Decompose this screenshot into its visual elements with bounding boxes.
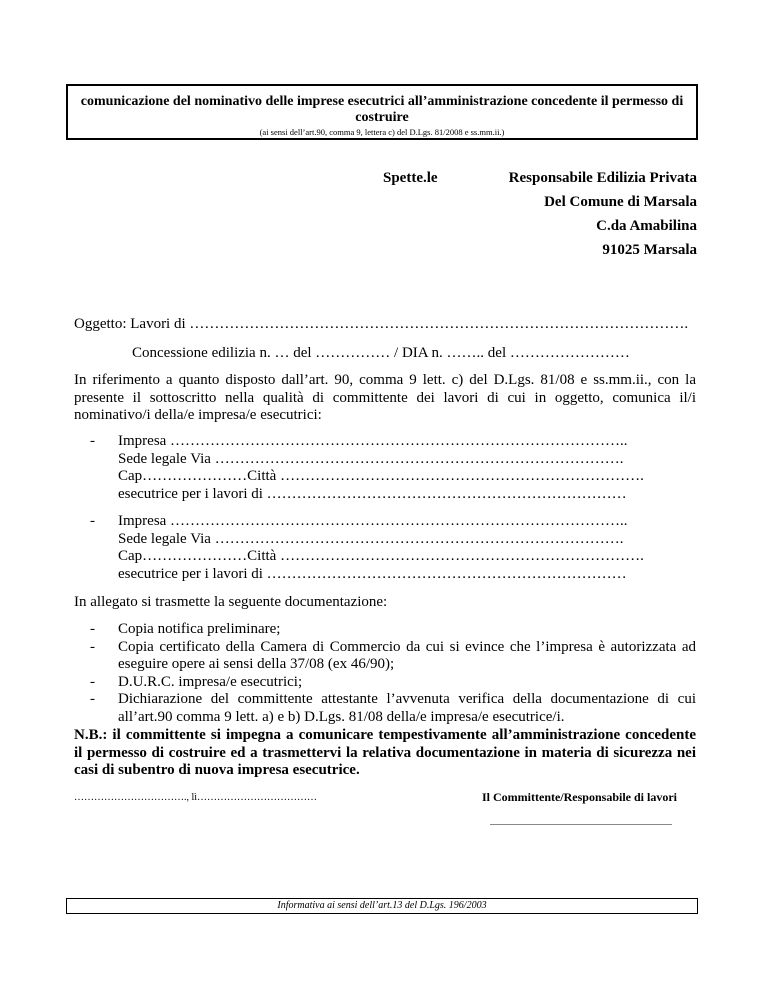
company-works-line: esecutrice per i lavori di ……………………………………………………………… bbox=[118, 565, 627, 582]
document-title: comunicazione del nominativo delle imprese esecutrici all’amministrazione concedente il permesso di costruire bbox=[80, 94, 684, 125]
nb-note: N.B.: il committente si impegna a comunicare tempestivamente all’amministrazione concedente il permesso di costruire ed a trasmettervi la relativa documentazione in materia di sicurezza nei casi di subentro di nuova impresa esecutrice. bbox=[74, 727, 696, 778]
permit-line: Concessione edilizia n. … del …………… / DIA n. …….. del …………………… bbox=[132, 345, 630, 361]
list-dash: - bbox=[90, 621, 95, 637]
company-address-line: Sede legale Via ………………………………………………………………………. bbox=[118, 450, 624, 467]
list-dash: - bbox=[90, 673, 95, 690]
recipient-line-3: C.da Amabilina bbox=[596, 218, 697, 234]
list-dash: - bbox=[90, 433, 95, 449]
list-dash: - bbox=[90, 513, 95, 529]
privacy-notice-box bbox=[66, 898, 698, 914]
place-date-field: ……………………………., lì……………………………… bbox=[74, 792, 318, 803]
document-subtitle: (ai sensi dell’art.90, comma 9, lettera c) del D.Lgs. 81/2008 e ss.mm.ii.) bbox=[259, 127, 505, 137]
signature-line bbox=[490, 824, 672, 825]
company-name-line: Impresa ……………………………………………………………………………….. bbox=[118, 433, 628, 449]
company-cap-city-line: Cap…………………Città ………………………………………………………………. bbox=[118, 468, 644, 484]
company-works-line: esecutrice per i lavori di ……………………………………………………………… bbox=[118, 485, 627, 502]
company-address-line: Sede legale Via ………………………………………………………………………. bbox=[118, 530, 624, 547]
company-name-line: Impresa ……………………………………………………………………………….. bbox=[118, 513, 628, 529]
company-cap-city-line: Cap…………………Città ………………………………………………………………. bbox=[118, 548, 644, 564]
intro-paragraph: In riferimento a quanto disposto dall’art. 90, comma 9 lett. c) del D.Lgs. 81/08 e ss.mm.ii., con la presente il sottoscritto nella qualità di committente dei lavori di cui in oggetto, comunica il/i nominativo/i della/e impresa/e esecutrici: bbox=[74, 372, 696, 423]
list-dash: - bbox=[90, 638, 95, 655]
privacy-notice: Informativa ai sensi dell’art.13 del D.Lgs. 196/2003 bbox=[277, 900, 487, 911]
salutation: Spette.le bbox=[383, 170, 438, 186]
list-item: - Copia certificato della Camera di Commercio da cui si evince che l’impresa è autorizzata ad eseguire opere ai sensi della 37/08 (ex 46/90); bbox=[90, 638, 696, 672]
attachments-list bbox=[90, 621, 696, 726]
document-title-box bbox=[66, 84, 698, 140]
signatory-role: Il Committente/Responsabile di lavori bbox=[482, 790, 677, 804]
list-item: - D.U.R.C. impresa/e esecutrici; bbox=[90, 673, 303, 690]
recipient-line-1: Responsabile Edilizia Privata bbox=[508, 170, 697, 186]
attachments-intro: In allegato si trasmette la seguente documentazione: bbox=[74, 594, 388, 610]
subject-line: Oggetto: Lavori di ………………………………………………………………………………………. bbox=[74, 316, 689, 332]
list-item: - Copia notifica preliminare; bbox=[90, 621, 281, 637]
list-item: - Dichiarazione del committente attestante l’avvenuta verifica della documentazione di cui all’art.90 comma 9 lett. a) e b) D.Lgs. 81/08 della/e impresa/e esecutrice/i. bbox=[90, 691, 696, 725]
recipient-line-2: Del Comune di Marsala bbox=[544, 194, 697, 210]
list-dash: - bbox=[90, 691, 95, 707]
recipient-line-4: 91025 Marsala bbox=[602, 242, 697, 258]
